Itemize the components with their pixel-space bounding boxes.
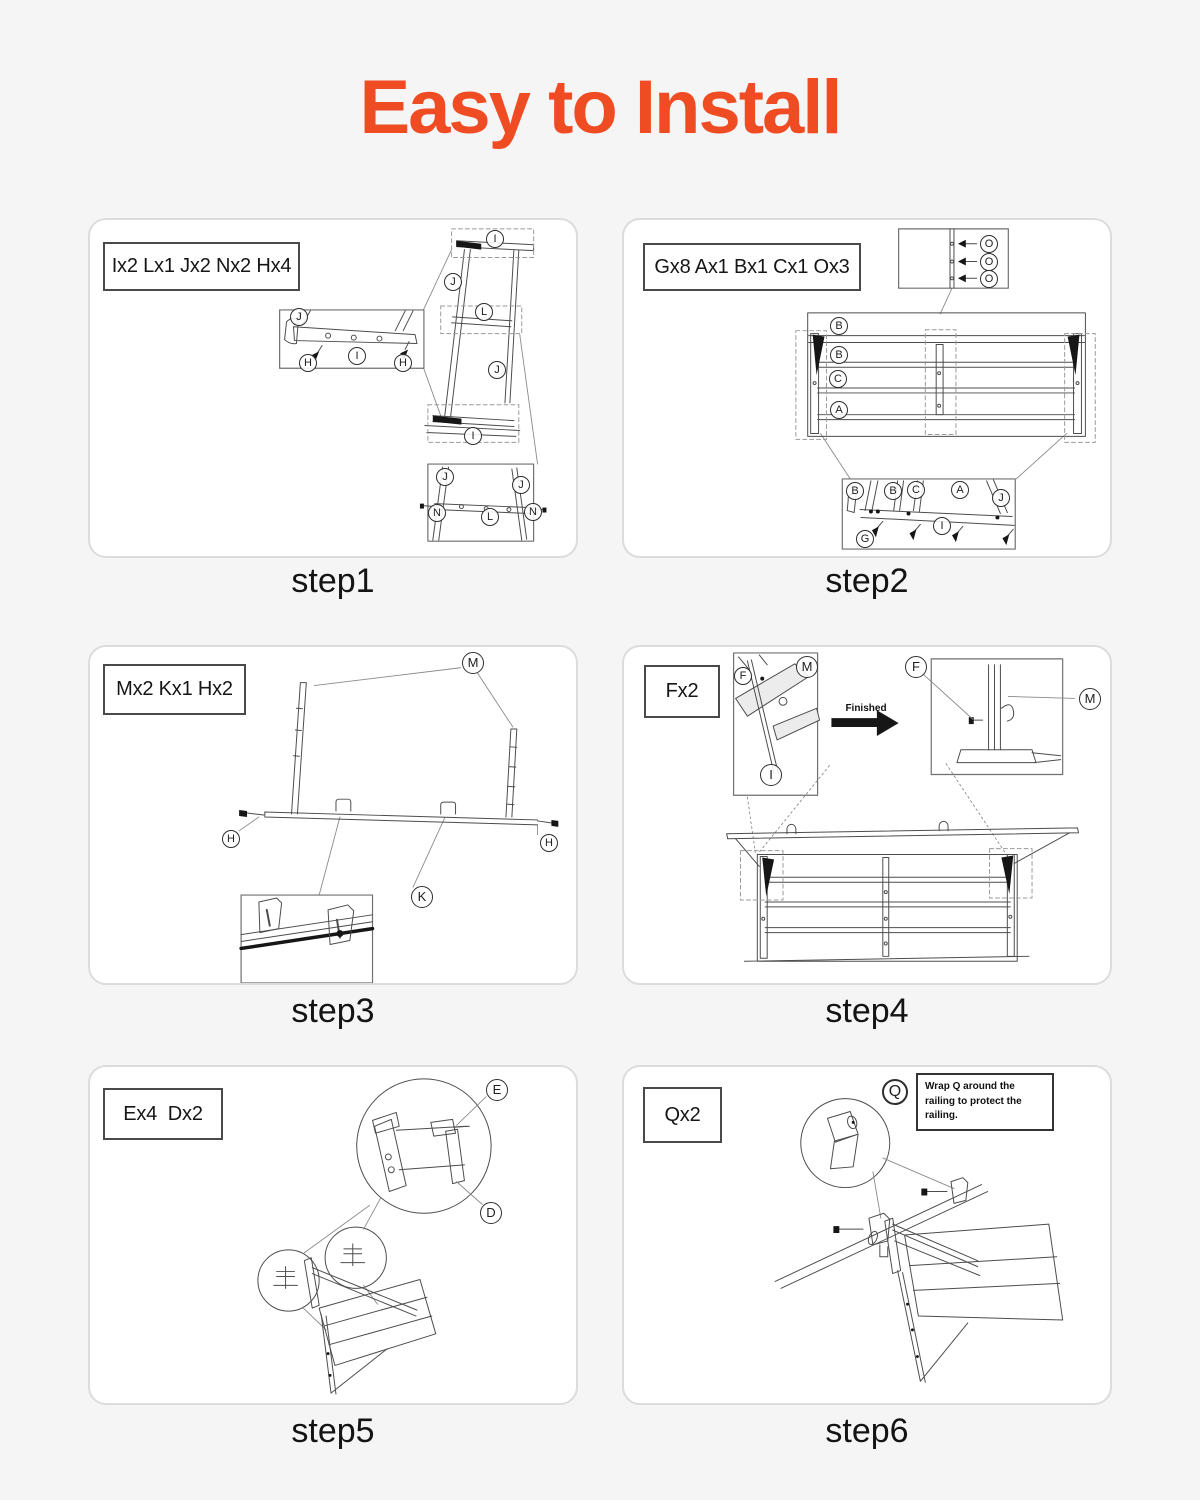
part-label-C: C (829, 370, 847, 388)
part-label-N: N (524, 503, 542, 521)
part-label-I: I (933, 517, 951, 535)
step5-panel (88, 1065, 578, 1405)
part-label-O: O (980, 253, 998, 271)
part-label-M: M (796, 656, 818, 678)
step1-parts-box (103, 242, 300, 291)
step5-parts-box (103, 1088, 223, 1140)
part-label-H: H (540, 834, 558, 852)
part-label-H: H (394, 354, 412, 372)
part-label-M: M (1079, 688, 1101, 710)
part-label-E: E (486, 1079, 508, 1101)
step3-parts-text: Mx2 Kx1 Hx2 (116, 678, 233, 700)
part-label-K: K (411, 886, 433, 908)
part-label-A: A (830, 401, 848, 419)
finished-label: Finished (845, 703, 887, 714)
part-label-G: G (856, 530, 874, 548)
part-label-B: B (884, 482, 902, 500)
part-label-J: J (992, 489, 1010, 507)
step1-panel (88, 218, 578, 558)
page-title: Easy to Install (359, 65, 841, 150)
step4-caption: step4 (825, 992, 909, 1030)
part-label-F: F (734, 667, 752, 685)
part-label-M: M (462, 652, 484, 674)
part-label-D: D (480, 1202, 502, 1224)
step2-panel (622, 218, 1112, 558)
step4-parts-text: Fx2 (665, 680, 699, 702)
part-label-J: J (436, 468, 454, 486)
part-label-O: O (980, 235, 998, 253)
part-label-B: B (846, 482, 864, 500)
step4-parts-box (644, 665, 720, 718)
railing-note: Wrap Q around the railing to protect the railing. (916, 1073, 1054, 1131)
part-label-O: O (980, 270, 998, 288)
step6-panel (622, 1065, 1112, 1405)
step3-caption: step3 (291, 992, 375, 1030)
part-label-A: A (951, 481, 969, 499)
step1-caption: step1 (291, 562, 375, 600)
part-label-I: I (348, 347, 366, 365)
part-label-J: J (290, 308, 308, 326)
part-label-B: B (830, 317, 848, 335)
step1-parts-text: Ix2 Lx1 Jx2 Nx2 Hx4 (111, 255, 292, 277)
step3-parts-box (103, 664, 246, 715)
part-label-B: B (830, 346, 848, 364)
step6-parts-box (643, 1087, 722, 1143)
step2-caption: step2 (825, 562, 909, 600)
step5-caption: step5 (291, 1412, 375, 1450)
part-label-I: I (760, 764, 782, 786)
part-label-J: J (444, 273, 462, 291)
part-label-L: L (481, 508, 499, 526)
step6-caption: step6 (825, 1412, 909, 1450)
part-label-L: L (475, 303, 493, 321)
step2-parts-text: Gx8 Ax1 Bx1 Cx1 Ox3 (654, 255, 850, 278)
part-label-Q: Q (882, 1079, 908, 1105)
step6-parts-text: Qx2 (664, 1103, 701, 1126)
part-label-F: F (905, 656, 927, 678)
part-label-H: H (222, 830, 240, 848)
part-label-I: I (486, 230, 504, 248)
part-label-J: J (512, 476, 530, 494)
part-label-N: N (428, 504, 446, 522)
part-label-I: I (464, 427, 482, 445)
step5-parts-text: Ex4 Dx2 (123, 1102, 203, 1125)
part-label-C: C (907, 481, 925, 499)
part-label-H: H (299, 354, 317, 372)
step4-panel (622, 645, 1112, 985)
step2-parts-box (643, 243, 861, 291)
step3-panel (88, 645, 578, 985)
part-label-J: J (488, 361, 506, 379)
